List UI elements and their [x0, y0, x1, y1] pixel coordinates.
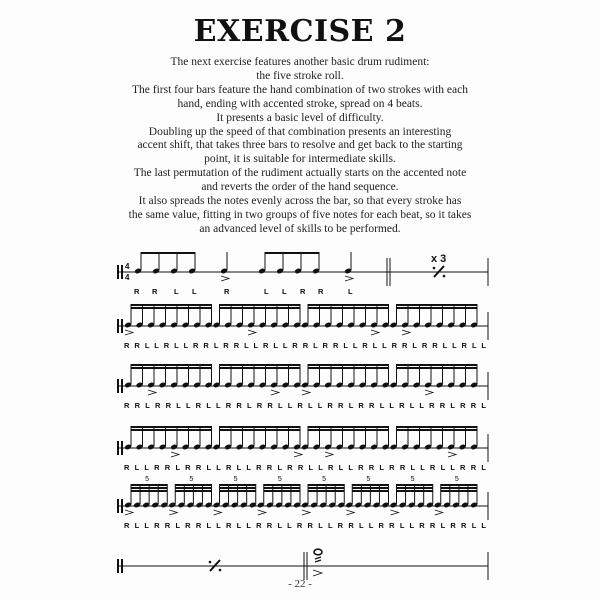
paragraph-line: Doubling up the speed of that combination presents an interesting: [148, 125, 452, 138]
beam: [397, 364, 478, 366]
percussion-clef-bar: [121, 559, 123, 573]
paragraph-line: The first four bars feature the hand combination of two strokes with each: [132, 83, 468, 96]
beam: [441, 484, 477, 486]
beam: [131, 490, 167, 492]
beam: [308, 484, 344, 486]
percussion-clef-bar: [117, 559, 119, 573]
accent-mark: [391, 510, 399, 515]
paragraph-line: accent shift, that takes three bars to resolve and get back to the starting: [137, 139, 463, 152]
sticking-letter: L: [174, 287, 179, 296]
tuplet-number: 5: [189, 476, 194, 483]
beam: [397, 367, 478, 369]
beam: [131, 367, 212, 369]
beam: [131, 487, 167, 489]
beam: [308, 307, 389, 309]
sticking-letter: R: [318, 287, 324, 296]
accent-mark: [214, 510, 222, 515]
beam: [308, 364, 389, 366]
sticking-letter: R: [134, 287, 140, 296]
tuplet-number: 5: [145, 476, 150, 483]
beam: [220, 367, 301, 369]
beam: [131, 484, 167, 486]
beam: [264, 484, 300, 486]
beam: [131, 307, 212, 309]
beam: [308, 304, 389, 306]
paragraph-line: the five stroke roll.: [256, 69, 344, 82]
beam: [220, 484, 256, 486]
sticking-letter: L: [264, 287, 269, 296]
accent-mark: [125, 330, 133, 335]
beam: [308, 490, 344, 492]
beam: [264, 490, 300, 492]
beam: [352, 487, 388, 489]
paragraph-line: hand, ending with accented stroke, spread on 4 beats.: [177, 97, 423, 110]
beam: [397, 304, 478, 306]
beam: [308, 367, 389, 369]
staves: [117, 304, 488, 530]
accent-mark: [302, 390, 310, 395]
beam: [441, 490, 477, 492]
beam: [220, 487, 256, 489]
beam: [131, 426, 212, 428]
percussion-clef-bar: [121, 441, 123, 455]
percussion-clef-bar: [117, 499, 119, 513]
percussion-clef-bar: [121, 319, 123, 333]
paragraph-line: The next exercise features another basic drum rudiment:: [170, 56, 430, 68]
beam: [352, 490, 388, 492]
beam: [175, 490, 211, 492]
tuplet-number: 5: [277, 476, 282, 483]
accent-mark: [171, 452, 179, 457]
accent-mark: [402, 330, 410, 335]
beam: [131, 364, 212, 366]
beam: [220, 490, 256, 492]
repeat-count: x 3: [431, 253, 447, 265]
accent-mark: [248, 330, 256, 335]
beam: [220, 364, 301, 366]
beam: [175, 484, 211, 486]
sticking-letter: L: [192, 287, 197, 296]
tuplet-number: 5: [410, 476, 415, 483]
percussion-clef-bar: [117, 265, 119, 279]
percussion-clef-bar: [121, 265, 123, 279]
percussion-clef-bar: [117, 441, 119, 455]
beam: [397, 484, 433, 486]
page-number: - 22 -: [288, 578, 312, 590]
exercise-title: EXERCISE 2: [193, 14, 407, 49]
accent-mark: [325, 452, 333, 457]
sticking-letter: R: [224, 287, 230, 296]
staff-3: [117, 364, 488, 410]
beam: [131, 304, 212, 306]
beam: [397, 307, 478, 309]
paragraph-line: The last permutation of the rudiment actually starts on the accented note: [133, 167, 467, 180]
accent-mark: [346, 510, 354, 515]
accent-mark: [435, 510, 443, 515]
beam: [220, 307, 301, 309]
beam: [397, 426, 478, 428]
beam: [220, 426, 301, 428]
staff-5: [117, 476, 488, 530]
paragraph-line: point, it is suitable for intermediate skills.: [204, 153, 396, 166]
time-signature-top: 4: [125, 262, 130, 271]
percussion-clef-bar: [117, 379, 119, 393]
beam: [265, 252, 319, 254]
accent-mark: [221, 276, 229, 281]
sticking-letter: L: [282, 287, 287, 296]
sticking-line: R L L R R L R R L L R L L R R L L R R L L R R L L R R L L R R L R R L L: [124, 521, 487, 530]
accent-mark: [271, 390, 279, 395]
whole-note-roll: [314, 549, 322, 562]
accent-mark: [148, 390, 156, 395]
accent-mark: [313, 570, 322, 576]
tuplet-number: 5: [233, 476, 238, 483]
beam: [141, 252, 195, 254]
paragraph-line: the same value, fitting in two groups of five notes for each beat, so it takes: [128, 208, 472, 221]
percussion-clef-bar: [121, 499, 123, 513]
paragraph-line: an advanced level of skills to be performed.: [199, 222, 401, 235]
beam: [352, 484, 388, 486]
tuplet-number: 5: [454, 476, 459, 483]
staff-6: [117, 549, 488, 580]
accent-mark: [258, 510, 266, 515]
beam: [441, 487, 477, 489]
beam: [397, 490, 433, 492]
sticking-letter: R: [300, 287, 306, 296]
accent-mark: [302, 510, 310, 515]
paragraph-line: and reverts the order of the hand sequence.: [201, 181, 399, 194]
beam: [308, 426, 389, 428]
time-signature-bottom: 4: [125, 273, 130, 282]
accent-mark: [425, 390, 433, 395]
sticking-letter: R: [152, 287, 158, 296]
beam: [264, 487, 300, 489]
beam: [220, 304, 301, 306]
beam: [308, 429, 389, 431]
tuplet-number: 5: [366, 476, 371, 483]
staff-1-notes: [134, 252, 353, 281]
beam: [397, 487, 433, 489]
paragraph-line: It presents a basic level of difficulty.: [216, 111, 384, 124]
beam: [308, 487, 344, 489]
accent-mark: [371, 330, 379, 335]
paragraph-line: It also spreads the notes evenly across the bar, so that every stroke has: [138, 195, 462, 208]
beam: [397, 429, 478, 431]
staff-1-sticking: [134, 287, 353, 296]
percussion-clef-bar: [117, 319, 119, 333]
tuplet-number: 5: [322, 476, 327, 483]
beam: [220, 429, 301, 431]
sticking-line: R R L R R L L R L L R R L R R L L R L L R R L R R L L R L L R R L R R L: [124, 401, 486, 410]
sticking-letter: L: [348, 287, 353, 296]
staff-2: [117, 304, 488, 350]
beam: [175, 487, 211, 489]
percussion-clef-bar: [121, 379, 123, 393]
accent-mark: [169, 510, 177, 515]
staff-4: [117, 426, 488, 472]
beam: [131, 429, 212, 431]
accent-mark: [125, 510, 133, 515]
accent-mark: [294, 452, 302, 457]
accent-mark: [448, 452, 456, 457]
accent-mark: [345, 276, 353, 281]
sticking-line: R L L R R L R R L L R L L R R L R R L L R L L R R L R R L L R L L R R L: [124, 463, 487, 472]
sticking-line: R R L L R L L R R L R R L L R L L R R L R R L L R L L R R L R R L L R L L: [124, 341, 486, 350]
